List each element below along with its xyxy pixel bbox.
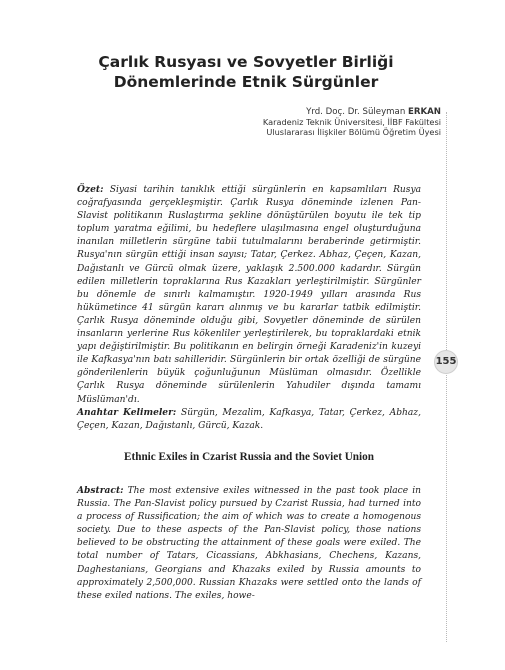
margin-rule [446, 112, 447, 642]
abstract-text: The most extensive exiles witnessed in the past took place in Russia. The Pan-Slavist policy pursued by Czarist Russia, had turned into a process of Russification; the aim of which was to create a homogenous society. Due to these aspects of the Pan-Slavist policy, those nations believed to be obstructing the attainment of these goals were exiled. The total number of Tatars, Cicassians, Abkhasians, Chechens, Kazans, Daghestanians, Georgians and Khazaks exiled by Russia amounts to approximately 2,500,000. Russian Khazaks were settled onto the lands of these exiled nations. The exiles, howe- [77, 486, 421, 601]
author-surname: ERKAN [408, 107, 441, 117]
abstract-paragraph [77, 484, 421, 603]
title-line-1: Çarlık Rusyası ve Sovyetler Birliği [98, 53, 394, 71]
author-name [263, 107, 441, 117]
summary-paragraph [77, 183, 421, 407]
page-number: 155 [434, 350, 458, 374]
author-block [263, 107, 441, 137]
abstract-label: Abstract: [77, 485, 124, 496]
author-name-prefix: Yrd. Doç. Dr. Süleyman [306, 107, 408, 117]
summary-text: Siyasi tarihin tanıklık ettiği sürgünlerin en kapsamlıları Rusya coğrafyasında gerçekleşmiştir. Çarlık Rusya döneminde izlenen Pan-Slavist politikanın Ruslaştırma şekline dönüştürülen boyutu ile tek tip toplum yaratma eğilimi, bu hedeflere ulaşılmasına engel oluşturduğuna inanılan milletlerin sürgüne tabii tutulmalarını beraberinde getirmiştir. Rusya'nın sürgün ettiği insan sayısı; Tatar, Çerkez. Abhaz, Çeçen, Kazan, Dağıstanlı ve Gürcü olmak üzere, yaklaşık 2.500.000 kadardır. Sürgün edilen milletlerin topraklarına Rus Kazakları yerleştirilmiştir. Sürgünler bu dönemle de sınırlı kalmamıştır. 1920-1949 yılları arasında Rus hükümetince 41 sürgün kararı alınmış ve bu kararlar tatbik edilmiştir. Çarlık Rusya döneminde olduğu gibi, Sovyetler döneminde de sürülen insanların yerlerine Rus kökenliler yerleştirilerek, bu topraklardaki etnik yapı değiştirilmiştir. Bu politikanın en belirgin örneği Karadeniz'in kuzeyi ile Kafkasya'nın batı sahilleridir. Sürgünlerin bir ortak özelliği de sürgüne gönderilenlerin büyük çoğunluğunun Müslüman olmasıdır. Özellikle Çarlık Rusya döneminde sürülenlerin Yahudiler dışında tamamı Müslüman'dı. [77, 185, 421, 405]
keywords-label: Anahtar Kelimeler: [77, 407, 177, 418]
author-affiliation-2: Uluslararası İlişkiler Bölümü Öğretim Üyesi [266, 127, 441, 137]
author-affiliation-1: Karadeniz Teknik Üniversitesi, İİBF Fakültesi [262, 117, 441, 127]
title-line-2: Dönemlerinde Etnik Sürgünler [113, 73, 379, 91]
english-title: Ethnic Exiles in Czarist Russia and the Soviet Union [124, 451, 374, 463]
summary-label: Özet: [77, 184, 104, 195]
article-title [96, 52, 396, 92]
keywords-paragraph [77, 406, 421, 433]
keywords-text: Sürgün, Mezalim, Kafkasya, Tatar, Çerkez, Abhaz, Çeçen, Kazan, Dağıstanlı, Gürcü, Kazak. [77, 408, 421, 432]
